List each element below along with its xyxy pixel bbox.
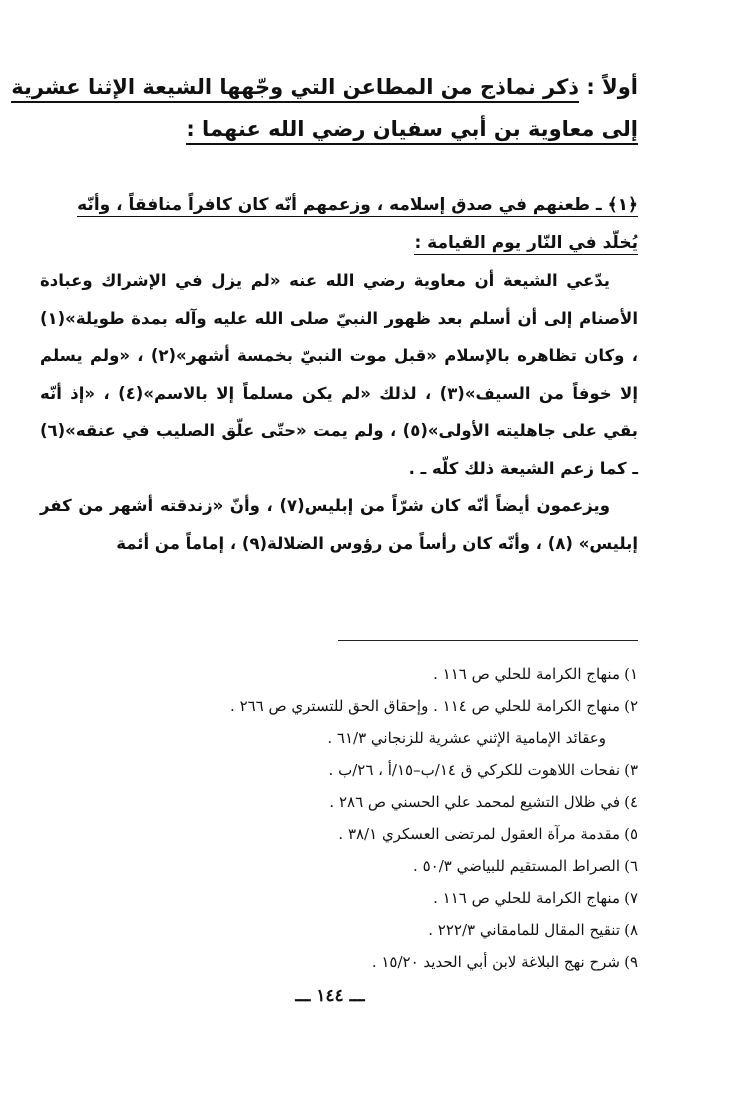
footnote-number: ٨) (624, 921, 638, 939)
footnote-text: نفحات اللاهوت للكركي ق ١٤/ب–١٥/أ ، ٢٦/ب . (328, 761, 620, 779)
footnote-divider (338, 640, 638, 641)
footnote-9 (40, 946, 638, 978)
footnote-text: منهاج الكرامة للحلي ص ١١٤ . وإحقاق الحق للتستري ص ٢٦٦ . (230, 697, 620, 715)
footnote-number: ٢) (624, 697, 638, 715)
footnote-number: ٧) (624, 889, 638, 907)
section-title-line-2 (40, 224, 638, 262)
footnote-number: ٣) (624, 761, 638, 779)
footnote-text: في ظلال التشيع لمحمد علي الحسني ص ٢٨٦ . (329, 793, 620, 811)
section-title-text-1: ـ طعنهم في صدق إسلامه ، وزعمهم أنّه كان كافراً منافقاً ، وأنّه (77, 195, 608, 215)
body-text (40, 262, 638, 562)
footnote-text: منهاج الكرامة للحلي ص ١١٦ . (433, 665, 620, 683)
section-title (40, 186, 638, 262)
heading-text-2: إلى معاوية بن أبي سفيان رضي الله عنهما : (186, 117, 638, 145)
footnote-6 (40, 850, 638, 882)
heading-line-2 (40, 108, 638, 150)
footnote-number: ٦) (624, 857, 638, 875)
page-number: ـــ ١٤٤ ـــ (295, 986, 365, 1006)
paragraph-2: ويزعمون أيضاً أنّه كان شرّاً من إبليس(٧) ، وأنّ «زندقته أشهر من كفر إبليس» (٨) ، وأنّه كان رأساً من رؤوس الضلالة(٩) ، إماماً من أئمة (40, 496, 638, 553)
section-title-text-2: يُخلّد في النّار يوم القيامة : (414, 233, 638, 253)
footnote-text: شرح نهج البلاغة لابن أبي الحديد ١٥/٢٠ . (371, 953, 620, 971)
footnote-4 (40, 786, 638, 818)
footnote-1 (40, 658, 638, 690)
footnote-number: ٤) (624, 793, 638, 811)
footnote-text: الصراط المستقيم للبياضي ٥٠/٣ . (413, 857, 620, 875)
footnote-2-continuation: وعقائد الإمامية الإثني عشرية للزنجاني ٦١/٣ . (327, 729, 606, 747)
heading-lead: أولاً : (579, 75, 638, 99)
footnote-7 (40, 882, 638, 914)
footnote-5 (40, 818, 638, 850)
heading-text-1: ذكر نماذج من المطاعن التي وجّهها الشيعة الإثنا عشرية (11, 75, 579, 103)
footnote-number: ١) (624, 665, 638, 683)
footnote-8 (40, 914, 638, 946)
chapter-heading (11, 66, 638, 150)
section-title-line-1 (40, 186, 638, 224)
footnote-text: مقدمة مرآة العقول لمرتضى العسكري ٣٨/١ . (338, 825, 620, 843)
footnote-3 (40, 754, 638, 786)
footnote-text: منهاج الكرامة للحلي ص ١١٦ . (433, 889, 620, 907)
footnote-number: ٩) (624, 953, 638, 971)
section-number: ﴿١﴾ (607, 195, 638, 215)
document-page (11, 66, 638, 1076)
footnote-2 (40, 690, 638, 722)
heading-line-1 (11, 66, 638, 108)
footnote-text: تنقيح المقال للمامقاني ٢٢٢/٣ . (428, 921, 620, 939)
paragraph-1: يدّعي الشيعة أن معاوية رضي الله عنه «لم يزل في الإشراك وعبادة الأصنام إلى أن أسلم بعد ظهور النبيّ صلى الله عليه وآله بمدة طويلة»(١) ، وكان تظاهره بالإسلام «قبل موت النبيّ بخمسة أشهر»(٢) ، «ولم يسلم إلا خوفاً من السيف»(٣) ، لذلك «لم يكن مسلماً إلا بالاسم»(٤) ، «إذ أنّه بقي على جاهليته الأولى»(٥) ، ولم يمت «حتّى علّق الصليب في عنقه»(٦) ـ كما زعم الشيعة ذلك كلّه ـ . (40, 271, 638, 478)
footnote-number: ٥) (624, 825, 638, 843)
footnotes (40, 658, 638, 978)
